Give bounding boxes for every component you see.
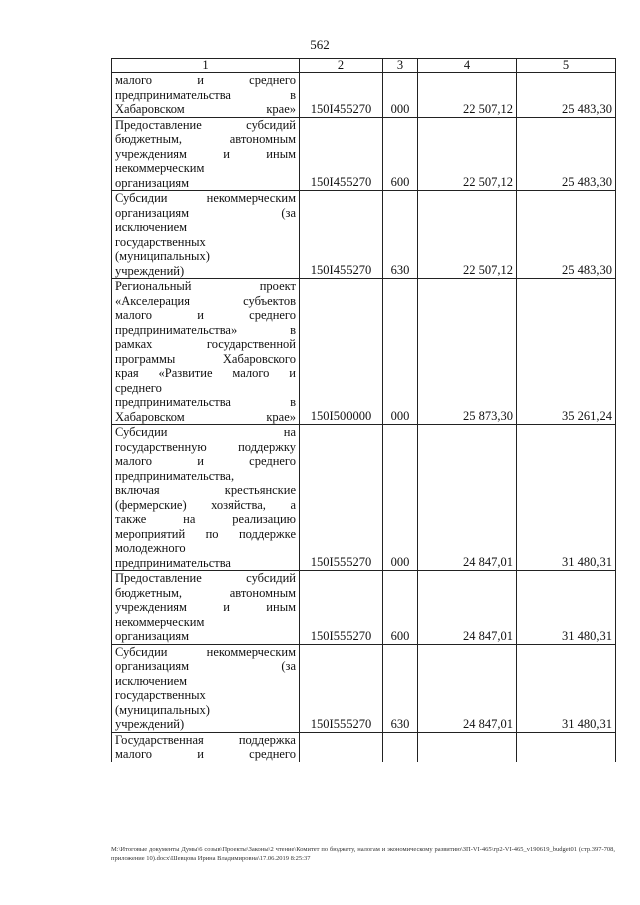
- column-header-5: 5: [517, 59, 616, 73]
- budget-table: [111, 58, 616, 762]
- description-line: государственных: [115, 234, 206, 249]
- table-row: [112, 117, 616, 191]
- description-line: малого и среднего: [115, 747, 296, 761]
- row-amount-col5: 31 480,31: [517, 571, 616, 645]
- description-line: Предоставление субсидий: [115, 117, 296, 132]
- column-header-2: 2: [300, 59, 383, 73]
- description-line: Хабаровском крае»: [115, 409, 296, 424]
- row-target-code: 150I455270: [300, 73, 383, 118]
- table-row: [112, 279, 616, 425]
- row-amount-col5: 25 483,30: [517, 191, 616, 279]
- column-header-1: 1: [112, 59, 300, 73]
- description-line: предпринимательства: [115, 555, 231, 570]
- row-amount-col5: 25 483,30: [517, 117, 616, 191]
- description-line: Субсидии некоммерческим: [115, 191, 296, 205]
- row-description: [112, 117, 300, 191]
- description-line: государственных: [115, 688, 206, 702]
- row-description: [112, 425, 300, 571]
- table-row: [112, 425, 616, 571]
- description-line: включая крестьянские: [115, 483, 296, 497]
- description-line: среднего: [115, 380, 162, 395]
- description-line: Региональный проект: [115, 279, 296, 293]
- table-body: [112, 73, 616, 762]
- row-target-code: 150I555270: [300, 425, 383, 571]
- description-line: предпринимательства,: [115, 468, 235, 483]
- description-line: Государственная поддержка: [115, 732, 296, 747]
- row-description: [112, 279, 300, 425]
- column-header-3: 3: [383, 59, 418, 73]
- description-line: организациям (за: [115, 659, 296, 673]
- description-line: учреждениям и иным: [115, 146, 296, 161]
- description-line: малого и среднего: [115, 454, 296, 468]
- table-row: [112, 73, 616, 118]
- row-target-code: 150I455270: [300, 191, 383, 279]
- row-amount-col4: 22 507,12: [418, 117, 517, 191]
- table-row: [112, 571, 616, 645]
- row-expense-type: 000: [383, 425, 418, 571]
- row-expense-type: 630: [383, 191, 418, 279]
- row-description: [112, 191, 300, 279]
- row-amount-col5: 31 480,31: [517, 644, 616, 732]
- table-row: [112, 732, 616, 762]
- row-expense-type: 000: [383, 73, 418, 118]
- row-target-code: 150I555270: [300, 571, 383, 645]
- row-target-code: 150I555270: [300, 644, 383, 732]
- row-amount-col5: 35 261,24: [517, 279, 616, 425]
- row-description: [112, 571, 300, 645]
- description-line: организациям: [115, 629, 190, 643]
- description-line: также на реализацию: [115, 512, 296, 526]
- description-line: бюджетным, автономным: [115, 132, 296, 146]
- description-line: государственную поддержку: [115, 439, 296, 454]
- row-amount-col4: 22 507,12: [418, 191, 517, 279]
- row-amount-col5: [517, 732, 616, 762]
- description-line: исключением: [115, 220, 188, 234]
- description-line: организациям: [115, 175, 190, 190]
- description-line: предпринимательства» в: [115, 322, 296, 337]
- row-expense-type: 600: [383, 571, 418, 645]
- row-expense-type: 630: [383, 644, 418, 732]
- table-header-row: [112, 59, 616, 73]
- row-amount-col4: 25 873,30: [418, 279, 517, 425]
- row-expense-type: 600: [383, 117, 418, 191]
- description-line: «Акселерация субъектов: [115, 293, 296, 308]
- description-line: края «Развитие малого и: [115, 366, 296, 380]
- row-amount-col4: 24 847,01: [418, 571, 517, 645]
- row-amount-col4: 24 847,01: [418, 644, 517, 732]
- document-path-footer: M:\Итоговые документы Думы\6 созыв\Проекты\Законы\2 чтение\Комитет по бюджету, налогам и экономическому развитию\ЗП-VI-465\гр2-VI-465_v190619_budget01 (стр.397-708, приложение 10).docx\Шевцова Ирина Владимировна\17.06.2019 8:25:37: [111, 846, 615, 862]
- row-target-code: 150I455270: [300, 117, 383, 191]
- column-header-4: 4: [418, 59, 517, 73]
- row-description: [112, 73, 300, 118]
- row-amount-col5: 25 483,30: [517, 73, 616, 118]
- description-line: Субсидии некоммерческим: [115, 644, 296, 659]
- description-line: Предоставление субсидий: [115, 571, 296, 585]
- row-expense-type: [383, 732, 418, 762]
- page-number: 562: [310, 37, 330, 52]
- row-description: [112, 644, 300, 732]
- description-line: предпринимательства в: [115, 87, 296, 102]
- table-row: [112, 191, 616, 279]
- description-line: рамках государственной: [115, 337, 296, 351]
- row-amount-col4: [418, 732, 517, 762]
- row-target-code: 150I500000: [300, 279, 383, 425]
- description-line: молодежного: [115, 541, 186, 555]
- description-line: Субсидии на: [115, 425, 296, 439]
- description-line: (муниципальных): [115, 702, 210, 717]
- table-row: [112, 644, 616, 732]
- description-line: организациям (за: [115, 205, 296, 220]
- row-description: [112, 732, 300, 762]
- description-line: учреждений): [115, 717, 185, 731]
- description-line: малого и среднего: [115, 308, 296, 322]
- description-line: программы Хабаровского: [115, 351, 296, 366]
- description-line: (муниципальных): [115, 249, 210, 263]
- description-line: мероприятий по поддержке: [115, 526, 296, 541]
- row-expense-type: 000: [383, 279, 418, 425]
- description-line: учреждений): [115, 263, 185, 278]
- description-line: некоммерческим: [115, 161, 205, 175]
- description-line: некоммерческим: [115, 614, 205, 629]
- description-line: (фермерские) хозяйства, а: [115, 497, 296, 512]
- description-line: Хабаровском крае»: [115, 102, 296, 116]
- description-line: предпринимательства в: [115, 395, 296, 409]
- row-amount-col5: 31 480,31: [517, 425, 616, 571]
- row-amount-col4: 24 847,01: [418, 425, 517, 571]
- description-line: бюджетным, автономным: [115, 585, 296, 600]
- row-target-code: [300, 732, 383, 762]
- description-line: исключением: [115, 673, 188, 688]
- description-line: малого и среднего: [115, 73, 296, 87]
- row-amount-col4: 22 507,12: [418, 73, 517, 118]
- description-line: учреждениям и иным: [115, 600, 296, 614]
